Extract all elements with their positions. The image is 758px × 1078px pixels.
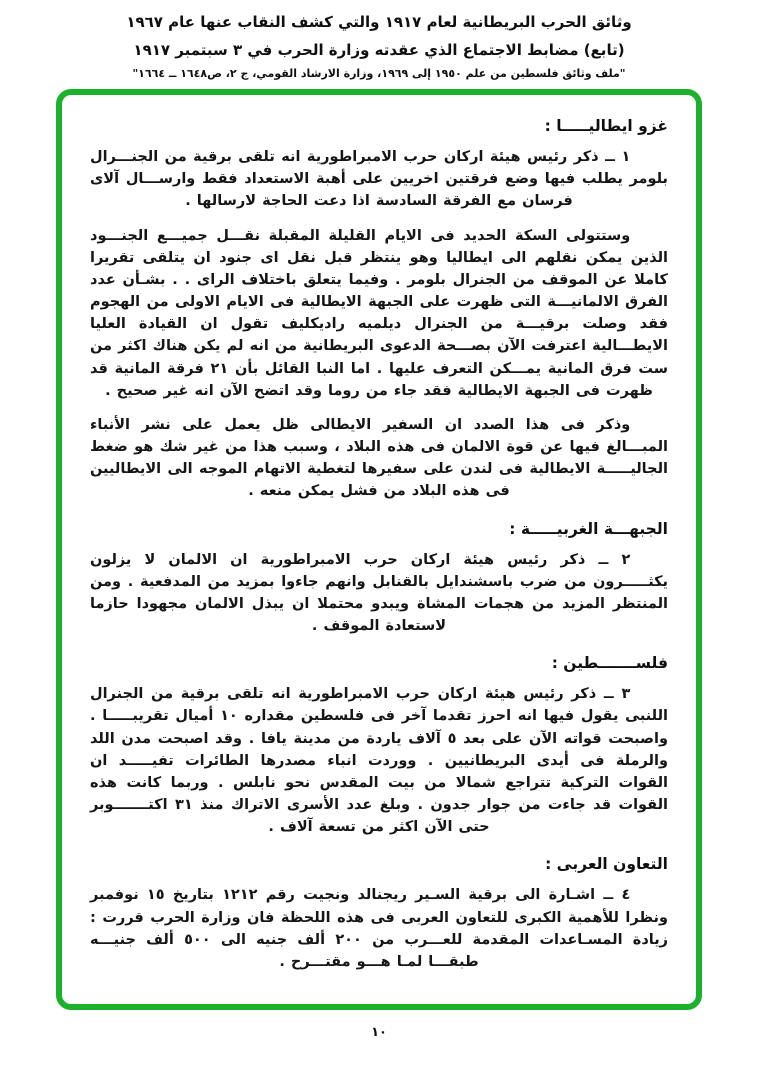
header-title-line-2: (تابع) مضابط الاجتماع الذي عقدته وزارة الحرب في ٣ سبتمبر ١٩١٧ (133, 41, 625, 59)
document-header (0, 13, 758, 80)
page-number: ١٠ (371, 1025, 387, 1040)
section-heading-palestine: فلســـــــطين : (551, 654, 668, 673)
paragraph-western-front-1: ٢ ــ ذكر رئيس هيئة اركان حرب الامبراطورية ان الالمان لا يزلون يكثـــــرون من ضرب باسشندايل بالقنابل وانهم جاءوا بمزيد من المدفعية . ومن المنتظر المزيد من هجمات المشاة ويبدو محتملا ان يبذل الالمان مجهودا حازما لاستعادة الموقف . (90, 551, 668, 635)
paragraph-palestine-1: ٣ ــ ذكر رئيس هيئة اركان حرب الامبراطورية انه تلقى برقية من الجنرال اللنبى يقول فيها انه احرز تقدما آخر فى فلسطين مقداره ١٠ أميال تقريبـــــا . واصبحت قواته الآن على بعد ٥ آلاف ياردة من مدينة يافا . وقد اصبحت مدن اللد والرملة فى أيدى البريطانيين . ووردت انباء مصدرها الطائرات تفيـــــد ان القوات التركية تتراجع شمالا من بيت المقدس نحو نابلس . وربما كانت هذه القوات قد جاءت من جوار جدون . وبلغ عدد الأسرى الاتراك منذ ٣١ اكتـــــــوبر حتى الآن اكثر من تسعة آلاف . (90, 686, 668, 836)
paragraph-italy-1: ١ ــ ذكر رئيس هيئة اركان حرب الامبراطورية انه تلقى برقية من الجنـــرال بلومر يطلب فيها وضع فرقتين اخريين على أهبة الاستعداد فقط وارســـال آلاى فرسان مع الفرقة السادسة اذا دعت الحاجة لارسالها . (90, 149, 668, 210)
section-western-front (90, 520, 668, 638)
section-italy-invasion (90, 117, 668, 503)
paragraph-arab-cooperation-1: ٤ ــ اشـارة الى برقية السـير ريجنالد ونجيت رقم ١٢١٢ بتاريخ ١٥ نوفمبر ونظرا للأهمية الكبرى للتعاون العربى فى هذه اللحظة فان وزارة الحرب قررت : زيادة المسـاعدات المقدمة للعـــرب من ٢٠٠ ألف جنيه الى ٥٠٠ ألف جنيـــه طبقـــا لمـا هـــو مقتـــرح . (90, 887, 669, 970)
header-source-citation: "ملف وثائق فلسطين من علم ١٩٥٠ إلى ١٩٦٩، وزارة الارشاد القومي، ج ٢، ص١٦٤٨ ــ ١٦٦٤" (132, 67, 626, 80)
section-arab-cooperation (90, 855, 668, 973)
document-footer (0, 1025, 758, 1040)
header-title-line-1: وثائق الحرب البريطانية لعام ١٩١٧ والتي كشف النقاب عنها عام ١٩٦٧ (126, 13, 632, 31)
paragraph-italy-3: وذكر فى هذا الصدد ان السفير الايطالى ظل يعمل على نشر الأنباء المبـــالغ فيها عن قوة الالمان فى هذه البلاد ، وسبب هذا من غير شك هو ضغط الجاليـــــة الايطالية فى لندن على سفيرها لتغطية الاتهام الموجه الى الايطاليين فى هذه البلاد من فشل يمكن منعه . (90, 416, 668, 500)
section-heading-western-front: الجبهـــة الغربيـــــة : (509, 519, 668, 538)
document-frame (56, 89, 702, 1010)
paragraph-italy-2: وستتولى السكة الحديد فى الايام القليلة المقبلة نقـــل جميـــع الجنـــود الذين يمكن نقلهم الى ايطاليا وهو ينتظر قبل نقل اى جنود ان يتلقى تقريرا كاملا عن الموقف من الجنرال بلومر . وفيما يتعلق باختلاف الراى . . بشـأن عدد الفرق الالمانيـــة التى ظهرت على الجبهة الايطالية فى الايام الاولى من الهجوم فقد وصلت برقيـــة من الجنرال ديلميه راديكليف تقول ان القيادة العليا الايطـــالية اعترفت الآن بصـــحة الدعوى البريطانية من انه لم يكن هناك اكثر من ست فرق المانية يمـــكن التعرف عليها . اما النبا القائل بأن ٢١ فرقة المانية قد ظهرت فى الجبهة الايطالية فقد جاء من روما وقد اتضح الآن انه غير صحيح . (90, 227, 668, 399)
section-heading-italy-invasion: غزو ايطاليـــــا : (544, 117, 668, 135)
section-heading-arab-cooperation: التعاون العربى : (545, 855, 668, 874)
section-palestine (90, 654, 668, 838)
